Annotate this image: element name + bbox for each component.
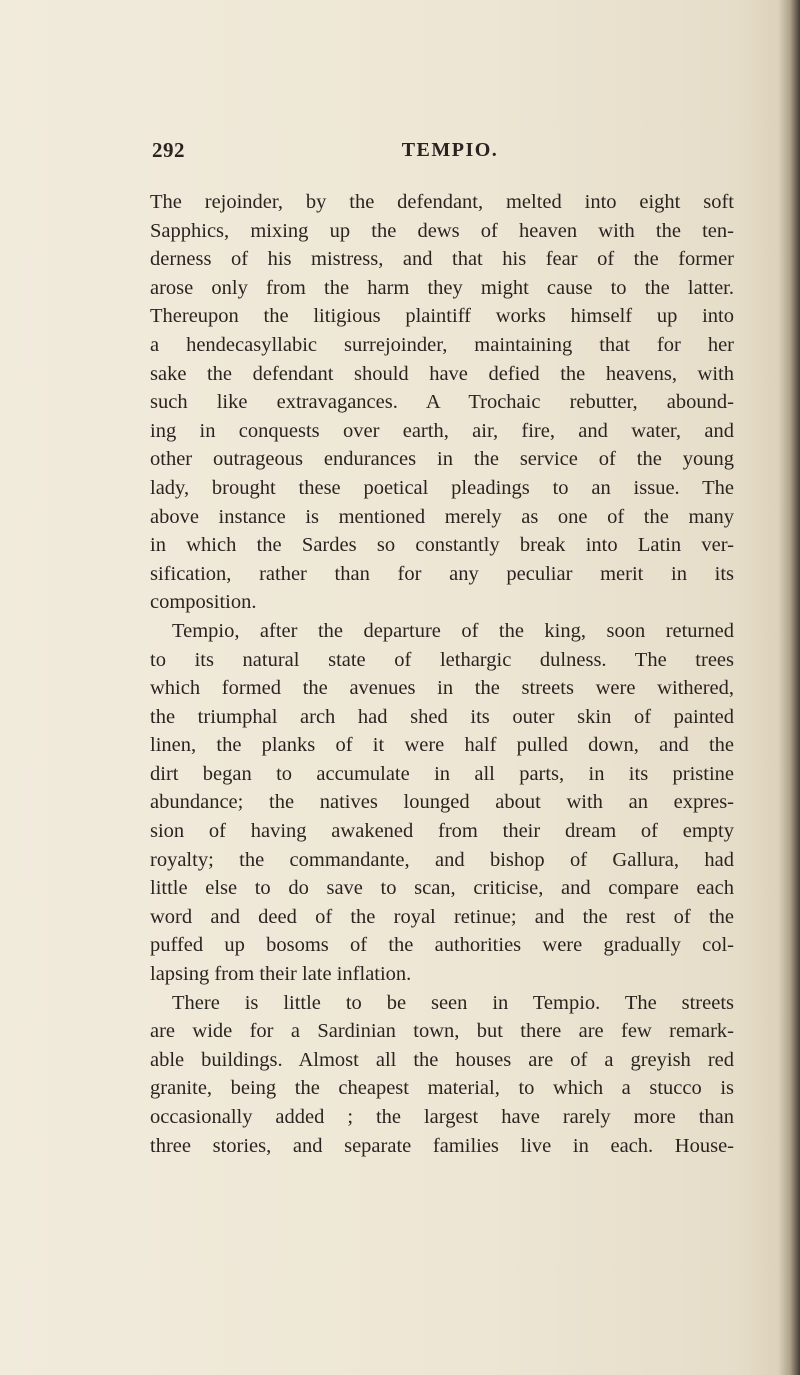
text-line: sion of having awakened from their dream of empty [150, 820, 734, 843]
running-head: TEMPIO. [401, 139, 499, 161]
page-edge-shadow [778, 0, 800, 1375]
text-line: ing in conquests over earth, air, fire, and water, and [150, 419, 734, 442]
text-line: puffed up bosoms of the authorities were gradually col- [150, 934, 734, 957]
text-line: linen, the planks of it were half pulled down, and the [150, 734, 734, 757]
page-header [152, 138, 732, 172]
text-line: arose only from the harm they might cause to the latter. [150, 276, 734, 299]
text-line: Sapphics, mixing up the dews of heaven with the ten- [150, 219, 734, 242]
text-line: the triumphal arch had shed its outer skin of painted [150, 705, 734, 728]
text-line: in which the Sardes so constantly break into Latin ver- [150, 534, 734, 557]
text-line: able buildings. Almost all the houses are of a greyish red [150, 1048, 734, 1071]
text-line: three stories, and separate families live in each. House- [150, 1134, 734, 1157]
text-line: dirt began to accumulate in all parts, in its pristine [150, 762, 734, 785]
text-line: little else to do save to scan, criticise, and compare each [150, 877, 734, 900]
text-line: derness of his mistress, and that his fear of the former [150, 248, 734, 271]
text-line: Tempio, after the departure of the king, soon returned [172, 619, 734, 642]
text-line: There is little to be seen in Tempio. The streets [172, 991, 734, 1014]
text-line: Thereupon the litigious plaintiff works himself up into [150, 305, 734, 328]
text-line: lapsing from their late inflation. [150, 963, 412, 986]
text-line: a hendecasyllabic surrejoinder, maintaining that for her [150, 333, 734, 356]
text-line: abundance; the natives lounged about with an expres- [150, 791, 734, 814]
text-line: granite, being the cheapest material, to which a stucco is [150, 1077, 734, 1100]
page-number: 292 [152, 138, 185, 162]
text-line: The rejoinder, by the defendant, melted into eight soft [150, 191, 734, 213]
text-line: royalty; the commandante, and bishop of Gallura, had [150, 848, 734, 871]
text-line: word and deed of the royal retinue; and the rest of the [150, 905, 734, 928]
text-line: occasionally added ; the largest have rarely more than [150, 1106, 734, 1128]
text-line: lady, brought these poetical pleadings to an issue. The [150, 476, 734, 499]
text-line: composition. [150, 591, 257, 614]
text-line: such like extravagances. A Trochaic rebutter, abound- [150, 391, 734, 414]
text-line: above instance is mentioned merely as one of the many [150, 505, 734, 528]
text-line: are wide for a Sardinian town, but there are few remark- [150, 1020, 734, 1043]
text-line: other outrageous endurances in the service of the young [150, 448, 734, 471]
body-text [150, 188, 734, 1160]
text-line: sake the defendant should have defied the heavens, with [150, 362, 734, 385]
text-line: to its natural state of lethargic dulness. The trees [150, 648, 734, 671]
text-line: sification, rather than for any peculiar merit in its [150, 562, 734, 585]
text-line: which formed the avenues in the streets were withered, [150, 677, 734, 700]
